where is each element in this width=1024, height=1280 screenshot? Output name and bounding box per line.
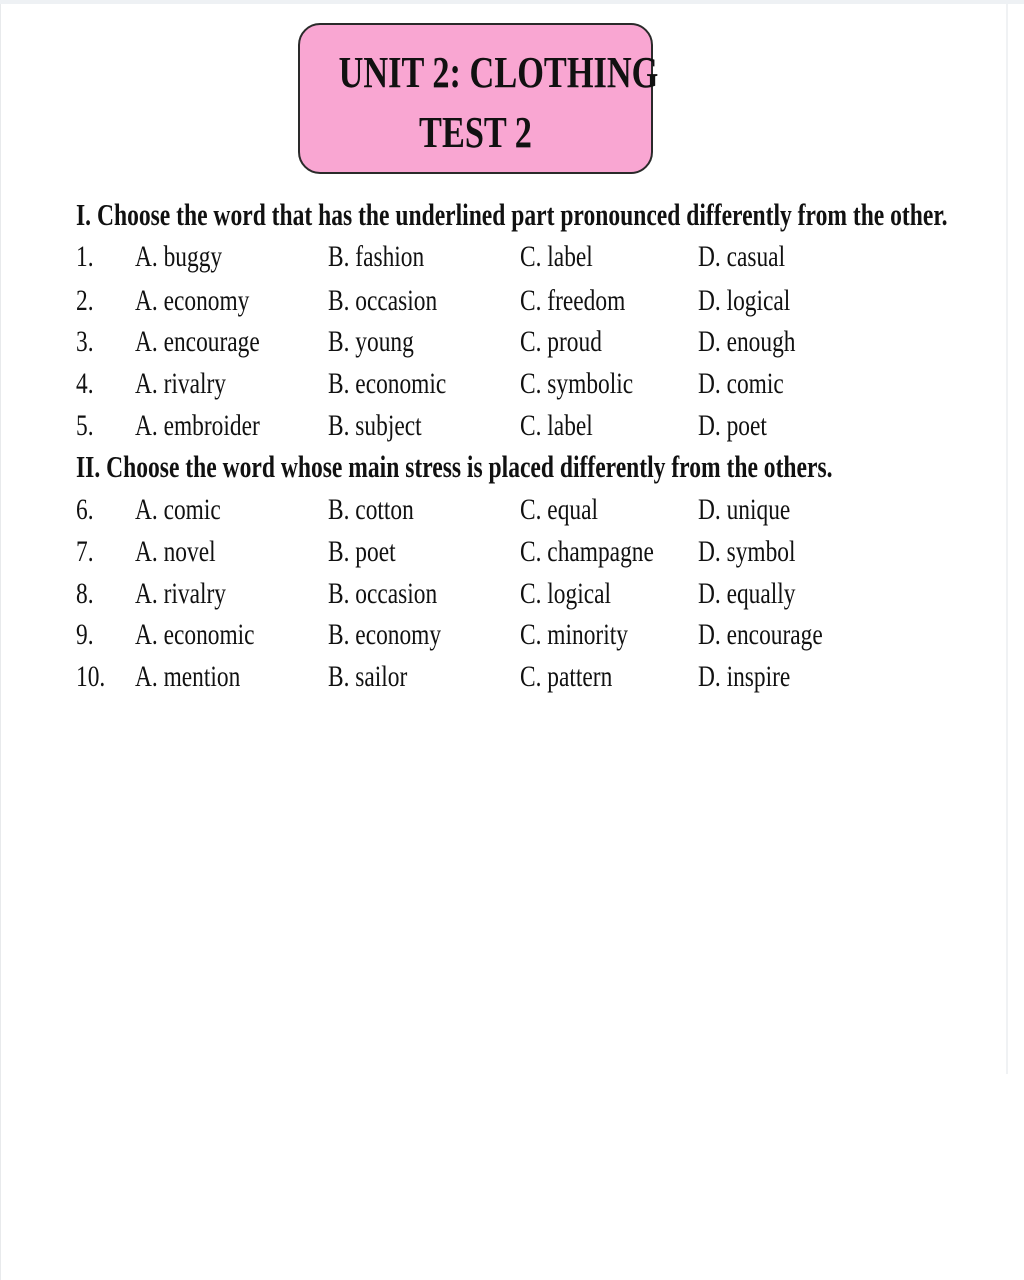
option-a: A. economy — [135, 284, 250, 317]
option-d: D. logical — [698, 284, 791, 317]
option-d: D. casual — [698, 240, 786, 273]
option-d: D. comic — [698, 367, 784, 400]
option-b: B. fashion — [328, 240, 425, 273]
option-a: A. novel — [135, 535, 216, 568]
section-1-heading: I. Choose the word that has the underlined part pronounced differently from the other. — [76, 197, 948, 232]
option-b: B. young — [328, 325, 414, 358]
option-c: C. equal — [520, 493, 598, 526]
option-b: B. economy — [328, 618, 442, 651]
option-c: C. logical — [520, 577, 611, 610]
unit-title: UNIT 2: CLOTHING — [338, 48, 659, 97]
option-c: C. label — [520, 240, 593, 273]
option-d: D. poet — [698, 409, 767, 442]
option-a: A. economic — [135, 618, 255, 651]
option-c: C. label — [520, 409, 593, 442]
option-a: A. rivalry — [135, 367, 226, 400]
page-right-border — [1006, 4, 1008, 1074]
question-row-10 — [0, 656, 1000, 698]
option-c: C. pattern — [520, 660, 613, 693]
page-top-border — [0, 0, 1024, 4]
question-number: 3. — [76, 325, 94, 358]
question-row-8 — [0, 573, 1000, 615]
option-b: B. sailor — [328, 660, 408, 693]
option-a: A. buggy — [135, 240, 223, 273]
question-number: 4. — [76, 367, 94, 400]
question-row-1 — [0, 236, 1000, 278]
option-d: D. inspire — [698, 660, 791, 693]
option-c: C. symbolic — [520, 367, 634, 400]
option-c: C. proud — [520, 325, 602, 358]
option-d: D. equally — [698, 577, 796, 610]
title-box — [298, 23, 659, 174]
question-number: 5. — [76, 409, 94, 442]
question-row-5 — [0, 405, 1000, 447]
option-b: B. occasion — [328, 577, 438, 610]
option-c: C. minority — [520, 618, 628, 651]
option-d: D. enough — [698, 325, 796, 358]
question-row-2 — [0, 280, 1000, 322]
option-a: A. encourage — [135, 325, 260, 358]
question-number: 7. — [76, 535, 94, 568]
section-2-heading: II. Choose the word whose main stress is placed differently from the others. — [76, 449, 833, 484]
option-d: D. symbol — [698, 535, 796, 568]
option-b: B. subject — [328, 409, 422, 442]
question-number: 2. — [76, 284, 94, 317]
option-a: A. comic — [135, 493, 221, 526]
option-d: D. unique — [698, 493, 791, 526]
question-row-3 — [0, 321, 1000, 363]
question-row-9 — [0, 614, 1000, 656]
question-number: 9. — [76, 618, 94, 651]
question-row-4 — [0, 363, 1000, 405]
option-b: B. economic — [328, 367, 447, 400]
question-number: 10. — [76, 660, 106, 693]
question-number: 8. — [76, 577, 94, 610]
option-b: B. occasion — [328, 284, 438, 317]
option-a: A. mention — [135, 660, 241, 693]
option-a: A. embroider — [135, 409, 260, 442]
option-b: B. poet — [328, 535, 396, 568]
option-a: A. rivalry — [135, 577, 226, 610]
option-c: C. freedom — [520, 284, 626, 317]
question-number: 1. — [76, 240, 94, 273]
option-d: D. encourage — [698, 618, 823, 651]
option-b: B. cotton — [328, 493, 414, 526]
question-row-6 — [0, 489, 1000, 531]
question-number: 6. — [76, 493, 94, 526]
question-row-7 — [0, 531, 1000, 573]
test-title: TEST 2 — [419, 108, 532, 157]
option-c: C. champagne — [520, 535, 654, 568]
